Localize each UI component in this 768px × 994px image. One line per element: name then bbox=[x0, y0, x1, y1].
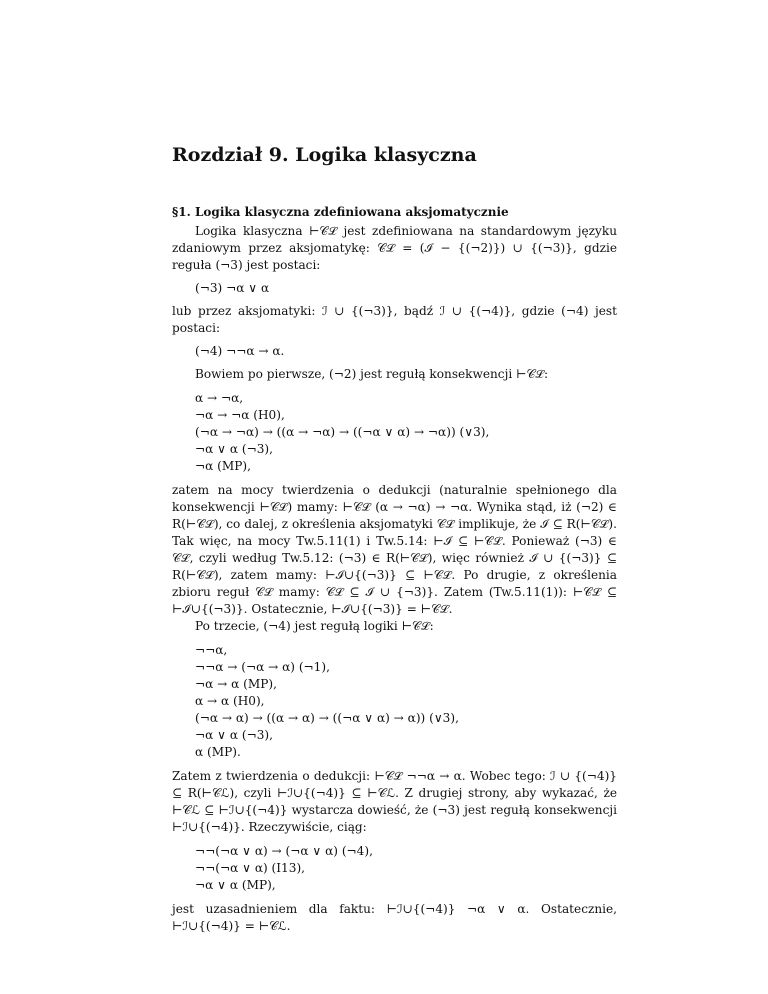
derivation-step: α → α (H0), bbox=[195, 694, 265, 708]
paragraph-first: Bowiem po pierwsze, (¬2) jest regułą konsekwencji ⊢𝒞ℒ: bbox=[195, 367, 549, 381]
derivation-1 bbox=[195, 390, 617, 475]
section-title: §1. Logika klasyczna zdefiniowana aksjomatycznie bbox=[172, 205, 509, 219]
derivation-step: α (MP). bbox=[195, 745, 241, 759]
paragraph-final: jest uzasadnieniem dla faktu: ⊢ℐ∪{(¬4)} ¬α ∨ α. Ostatecznie, ⊢ℐ∪{(¬4)} = ⊢𝒞ℒ. bbox=[172, 902, 617, 933]
derivation-3 bbox=[195, 843, 617, 894]
paragraph-conclusion: Zatem z twierdzenia o dedukcji: ⊢𝒞ℒ ¬¬α → α. Wobec tego: ℐ ∪ {(¬4)} ⊆ R(⊢𝒞ℒ), czyli ⊢ℐ∪{(¬4)} ⊆ ⊢𝒞ℒ. Z drugiej strony, aby wykazać, że ⊢𝒞ℒ ⊆ ⊢ℐ∪{(¬4)} wystarcza dowieść, że (¬3) jest regułą konsekwencji ⊢ℐ∪{(¬4)}. Rzeczywiście, ciąg: bbox=[172, 769, 617, 834]
chapter-title: Rozdział 9. Logika klasyczna bbox=[172, 144, 477, 166]
paragraph-third: Po trzecie, (¬4) jest regułą logiki ⊢𝒞ℒ: bbox=[195, 619, 434, 633]
section-body bbox=[172, 223, 617, 935]
derivation-step: ¬¬(¬α ∨ α) → (¬α ∨ α) (¬4), bbox=[195, 844, 373, 858]
derivation-step: α → ¬α, bbox=[195, 391, 244, 405]
derivation-step: (¬α → ¬α) → ((α → ¬α) → ((¬α ∨ α) → ¬α)) (∨3), bbox=[195, 425, 490, 439]
derivation-step: ¬α (MP), bbox=[195, 459, 251, 473]
derivation-step: ¬¬(¬α ∨ α) (I13), bbox=[195, 861, 306, 875]
derivation-step: ¬α ∨ α (MP), bbox=[195, 878, 276, 892]
paragraph-axiomatics: lub przez aksjomatyki: ℐ ∪ {(¬3)}, bądź ℐ ∪ {(¬4)}, gdzie (¬4) jest postaci: bbox=[172, 304, 617, 335]
derivation-step: ¬α → α (MP), bbox=[195, 677, 277, 691]
derivation-step: ¬α ∨ α (¬3), bbox=[195, 442, 273, 456]
derivation-step: ¬α ∨ α (¬3), bbox=[195, 728, 273, 742]
rule-neg3: (¬3) ¬α ∨ α bbox=[195, 281, 270, 295]
derivation-2 bbox=[195, 642, 617, 761]
derivation-step: ¬α → ¬α (H0), bbox=[195, 408, 285, 422]
paragraph-definition: Logika klasyczna ⊢𝒞ℒ jest zdefiniowana na standardowym języku zdaniowym przez aksjomatykę: 𝒞ℒ = (ℐ − {(¬2)}) ∪ {(¬3)}, gdzie reguła (¬3) jest postaci: bbox=[172, 224, 617, 272]
derivation-step: ¬¬α, bbox=[195, 643, 228, 657]
derivation-step: ¬¬α → (¬α → α) (¬1), bbox=[195, 660, 330, 674]
paragraph-deduction: zatem na mocy twierdzenia o dedukcji (naturalnie spełnionego dla konsekwencji ⊢𝒞ℒ) mamy: ⊢𝒞ℒ (α → ¬α) → ¬α. Wynika stąd, iż (¬2) ∈ R(⊢𝒞ℒ), co dalej, z określenia aksjomatyki 𝒞ℒ implikuje, że ℐ ⊆ R(⊢𝒞ℒ). Tak więc, na mocy Tw.5.11(1) i Tw.5.14: ⊢ℐ ⊆ ⊢𝒞ℒ. Ponieważ (¬3) ∈ 𝒞ℒ, czyli według Tw.5.12: (¬3) ∈ R(⊢𝒞ℒ), więc również ℐ ∪ {(¬3)} ⊆ R(⊢𝒞ℒ), zatem mamy: ⊢ℐ∪{(¬3)} ⊆ ⊢𝒞ℒ. Po drugie, z określenia zbioru reguł 𝒞ℒ mamy: 𝒞ℒ ⊆ ℐ ∪ {¬3)}. Zatem (Tw.5.11(1)): ⊢𝒞ℒ ⊆ ⊢ℐ∪{(¬3)}. Ostatecznie, ⊢ℐ∪{(¬3)} = ⊢𝒞ℒ. bbox=[172, 483, 617, 616]
derivation-step: (¬α → α) → ((α → α) → ((¬α ∨ α) → α)) (∨3), bbox=[195, 711, 459, 725]
rule-neg4: (¬4) ¬¬α → α. bbox=[195, 344, 285, 358]
